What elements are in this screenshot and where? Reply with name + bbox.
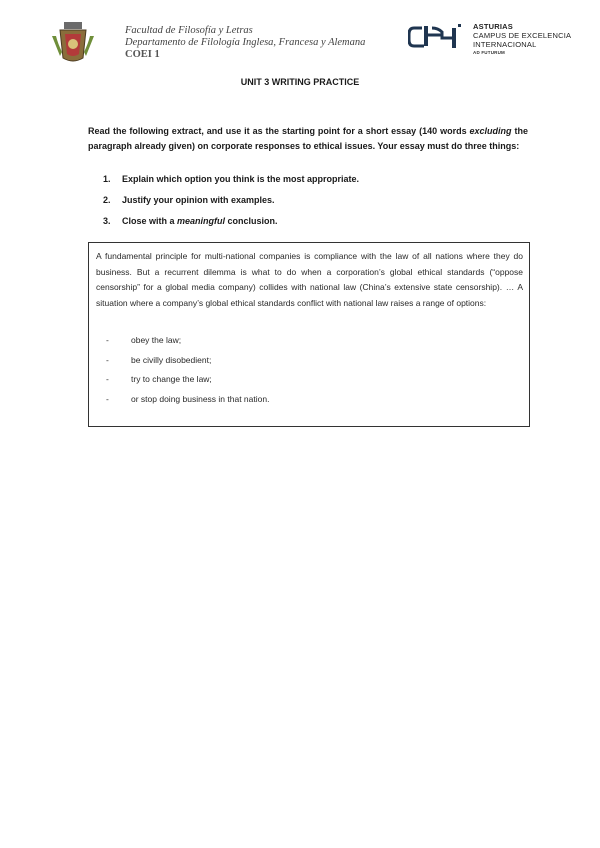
option-item — [106, 335, 269, 355]
bullet-dash: - — [106, 354, 109, 365]
task-number: 1. — [103, 174, 111, 184]
option-text: or stop doing business in that nation. — [131, 393, 270, 404]
instructions-paragraph — [88, 124, 528, 154]
bullet-dash: - — [106, 374, 109, 384]
task-text: Explain which option you think is the most appropriate. — [122, 174, 360, 184]
campus-excellence-logo — [408, 22, 468, 52]
task-text-post: conclusion. — [225, 216, 278, 226]
option-text: try to change the law; — [131, 374, 212, 384]
task-text-pre: Close with a — [122, 216, 178, 226]
task-number: 2. — [103, 195, 111, 205]
extract-box — [88, 242, 530, 427]
option-text: be civilly disobedient; — [131, 354, 212, 365]
bullet-dash: - — [106, 393, 109, 404]
campus-subtitle: INTERNACIONAL — [473, 40, 537, 49]
task-list — [103, 174, 523, 237]
campus-text — [473, 22, 571, 56]
task-text — [122, 216, 278, 237]
task-text: Justify your opinion with examples. — [122, 195, 275, 205]
instructions-emphasis: excluding — [469, 126, 512, 136]
task-item — [103, 195, 523, 216]
faculty-name: Facultad de Filosofía y Letras — [125, 25, 253, 36]
instructions-text-2: the paragraph already given) on corporate responses to ethical issues. Your essay must do three things: — [88, 126, 528, 151]
option-item — [106, 374, 269, 394]
faculty-header — [125, 25, 365, 61]
campus-title: CAMPUS DE EXCELENCIA — [473, 31, 572, 40]
campus-region: ASTURIAS — [473, 22, 513, 31]
task-text-emphasis: meaningful — [177, 216, 226, 226]
instructions-text-1: Read the following extract, and use it as the starting point for a short essay (140 words — [88, 126, 470, 136]
bullet-dash: - — [106, 335, 109, 345]
option-item — [106, 355, 269, 375]
department-name: Departamento de Filología Inglesa, Francesa y Alemana — [125, 37, 366, 48]
option-item — [106, 394, 269, 414]
page-title: UNIT 3 WRITING PRACTICE — [240, 77, 360, 87]
options-list — [106, 335, 269, 413]
campus-motto: AD FUTURUM — [473, 50, 505, 55]
university-seal-logo — [50, 22, 96, 64]
course-code: COEI 1 — [125, 49, 160, 60]
task-item — [103, 174, 523, 195]
task-item — [103, 216, 523, 237]
extract-paragraph: A fundamental principle for multi-national companies is compliance with the law of all nations where they do business. But a recurrent dilemma is what to do when a corporation’s global ethical standards (“oppose censorship” for a global media company) collides with national law (China’s extensive state censorship). … A situation where a company’s global ethical standards conflict with national law raises a range of options: — [96, 251, 523, 308]
task-number: 3. — [103, 216, 111, 226]
option-text: obey the law; — [131, 335, 182, 345]
